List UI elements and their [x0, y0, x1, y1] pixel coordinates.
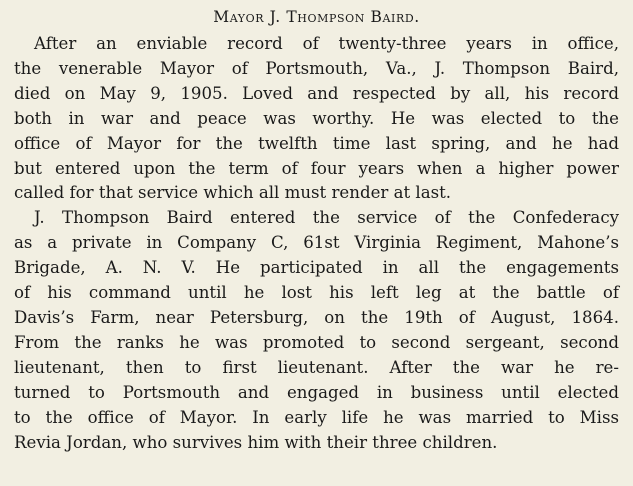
text-line: After an enviable record of twenty-three years in office, — [34, 34, 619, 53]
text-line: the venerable Mayor of Portsmouth, Va., J. Thompson Baird, — [14, 58, 619, 78]
text-line: died on May 9, 1905. Loved and respected by all, his record — [14, 83, 619, 103]
paragraph-2 — [14, 206, 619, 455]
text-line: Davis’s Farm, near Petersburg, on the 19th of August, 1864. — [14, 307, 619, 327]
text-line: office of Mayor for the twelfth time last spring, and he had — [14, 133, 619, 153]
text-line: as a private in Company C, 61st Virginia Regiment, Mahone’s — [14, 233, 619, 253]
text-line: turned to Portsmouth and engaged in business until elected — [14, 382, 619, 402]
text-line: called for that service which all must render at last. — [14, 183, 452, 203]
text-line: Brigade, A. N. V. He participated in all the engagements — [14, 258, 619, 278]
text-line: to the office of Mayor. In early life he was married to Miss — [14, 407, 619, 427]
text-line: of his command until he lost his left leg at the battle of — [14, 283, 619, 303]
text-line: both in war and peace was worthy. He was elected to the — [14, 108, 619, 128]
article-title: Mayor J. Thompson Baird. — [213, 8, 420, 26]
text-line: Revia Jordan, who survives him with their three children. — [14, 432, 498, 452]
text-line: J. Thompson Baird entered the service of the Confederacy — [34, 208, 619, 228]
paragraph-1 — [14, 32, 619, 206]
text-line: lieutenant, then to first lieutenant. After the war he re- — [14, 357, 619, 377]
text-line: From the ranks he was promoted to second sergeant, second — [14, 332, 619, 352]
text-line: but entered upon the term of four years when a higher power — [14, 158, 619, 178]
